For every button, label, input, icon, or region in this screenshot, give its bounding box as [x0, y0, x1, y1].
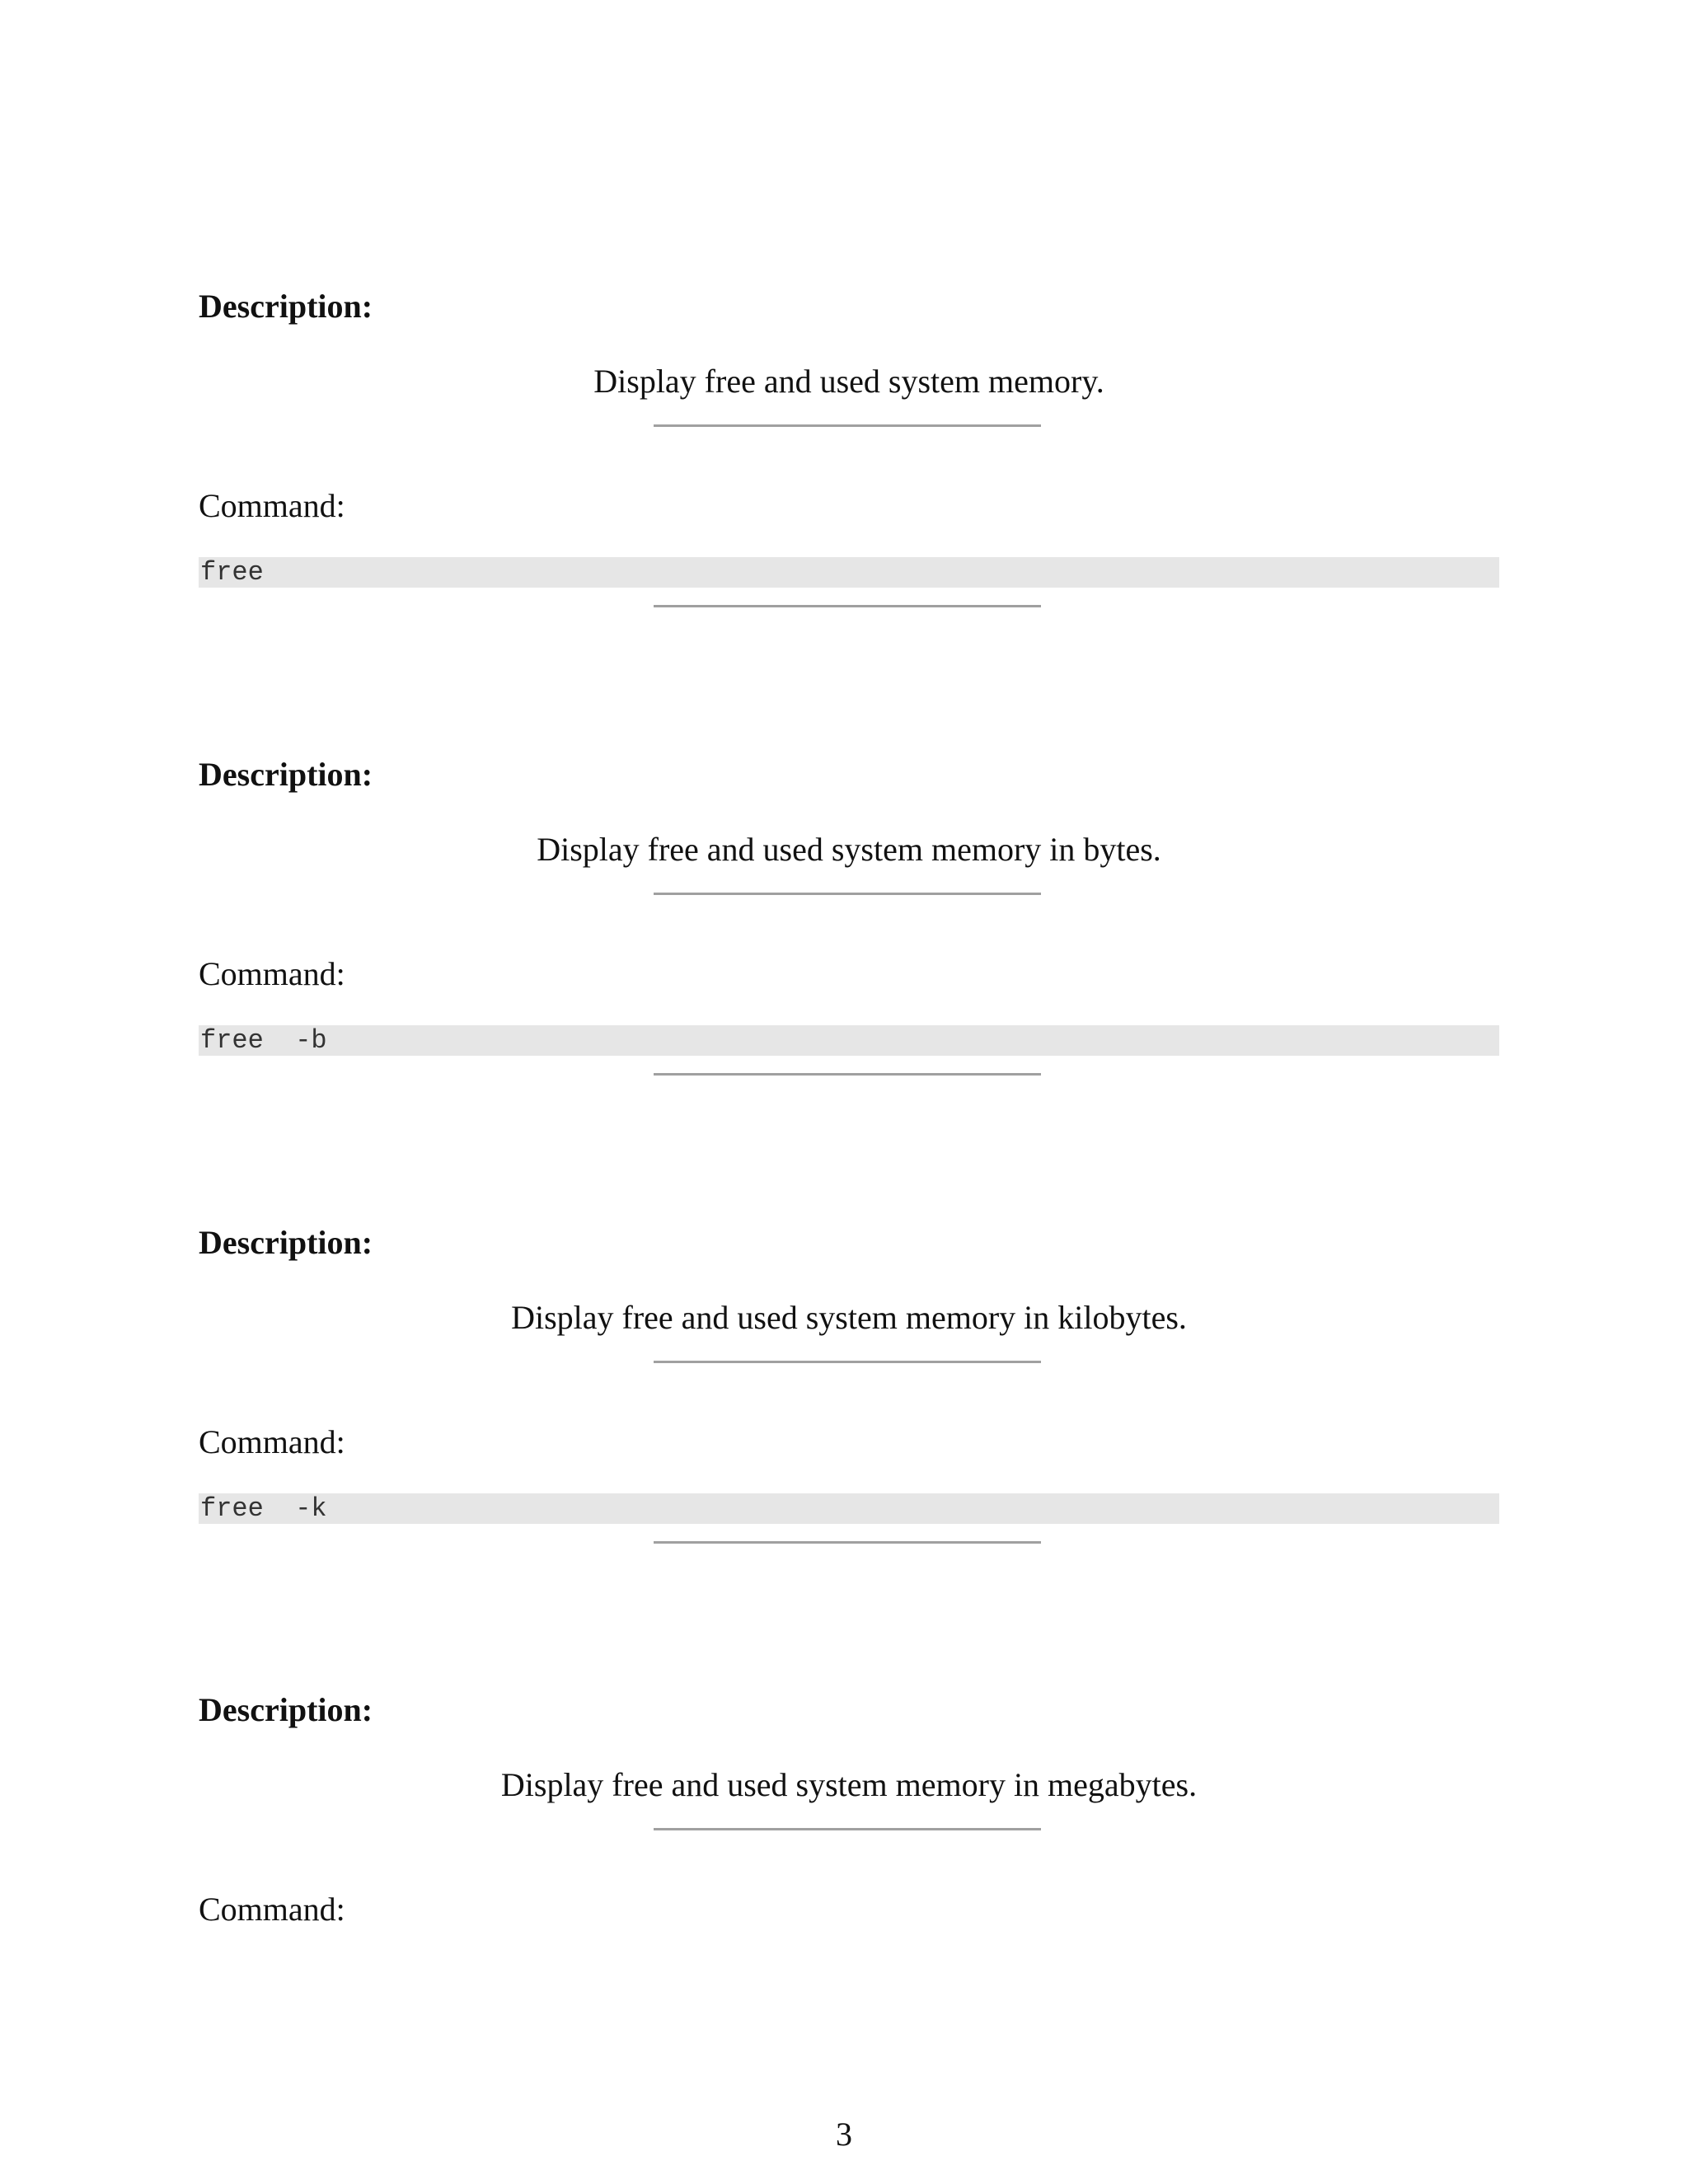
separator-rule [654, 1828, 1041, 1830]
code-block [199, 557, 1499, 588]
command-label: Command: [199, 1423, 345, 1460]
description-text: Display free and used system memory in kilobytes. [511, 1299, 1187, 1336]
description-label: Description: [199, 1691, 373, 1728]
separator-rule [654, 424, 1041, 427]
description-text: Display free and used system memory in megabytes. [500, 1766, 1198, 1803]
description-text: Display free and used system memory. [593, 363, 1104, 400]
command-label: Command: [199, 487, 345, 524]
command-code: free [200, 557, 264, 588]
command-label: Command: [199, 955, 345, 992]
separator-rule [654, 893, 1041, 895]
code-block [199, 1025, 1499, 1056]
separator-rule [654, 1361, 1041, 1363]
separator-rule [654, 605, 1041, 607]
description-label: Description: [199, 756, 373, 793]
command-code: free -b [200, 1025, 327, 1056]
separator-rule [654, 1541, 1041, 1544]
code-block [199, 1493, 1499, 1524]
description-text: Display free and used system memory in bytes. [537, 831, 1161, 868]
separator-rule [654, 1073, 1041, 1076]
command-label: Command: [199, 1891, 345, 1928]
page-number: 3 [836, 2116, 852, 2153]
description-label: Description: [199, 1224, 373, 1261]
description-label: Description: [199, 288, 373, 325]
command-code: free -k [200, 1493, 327, 1524]
